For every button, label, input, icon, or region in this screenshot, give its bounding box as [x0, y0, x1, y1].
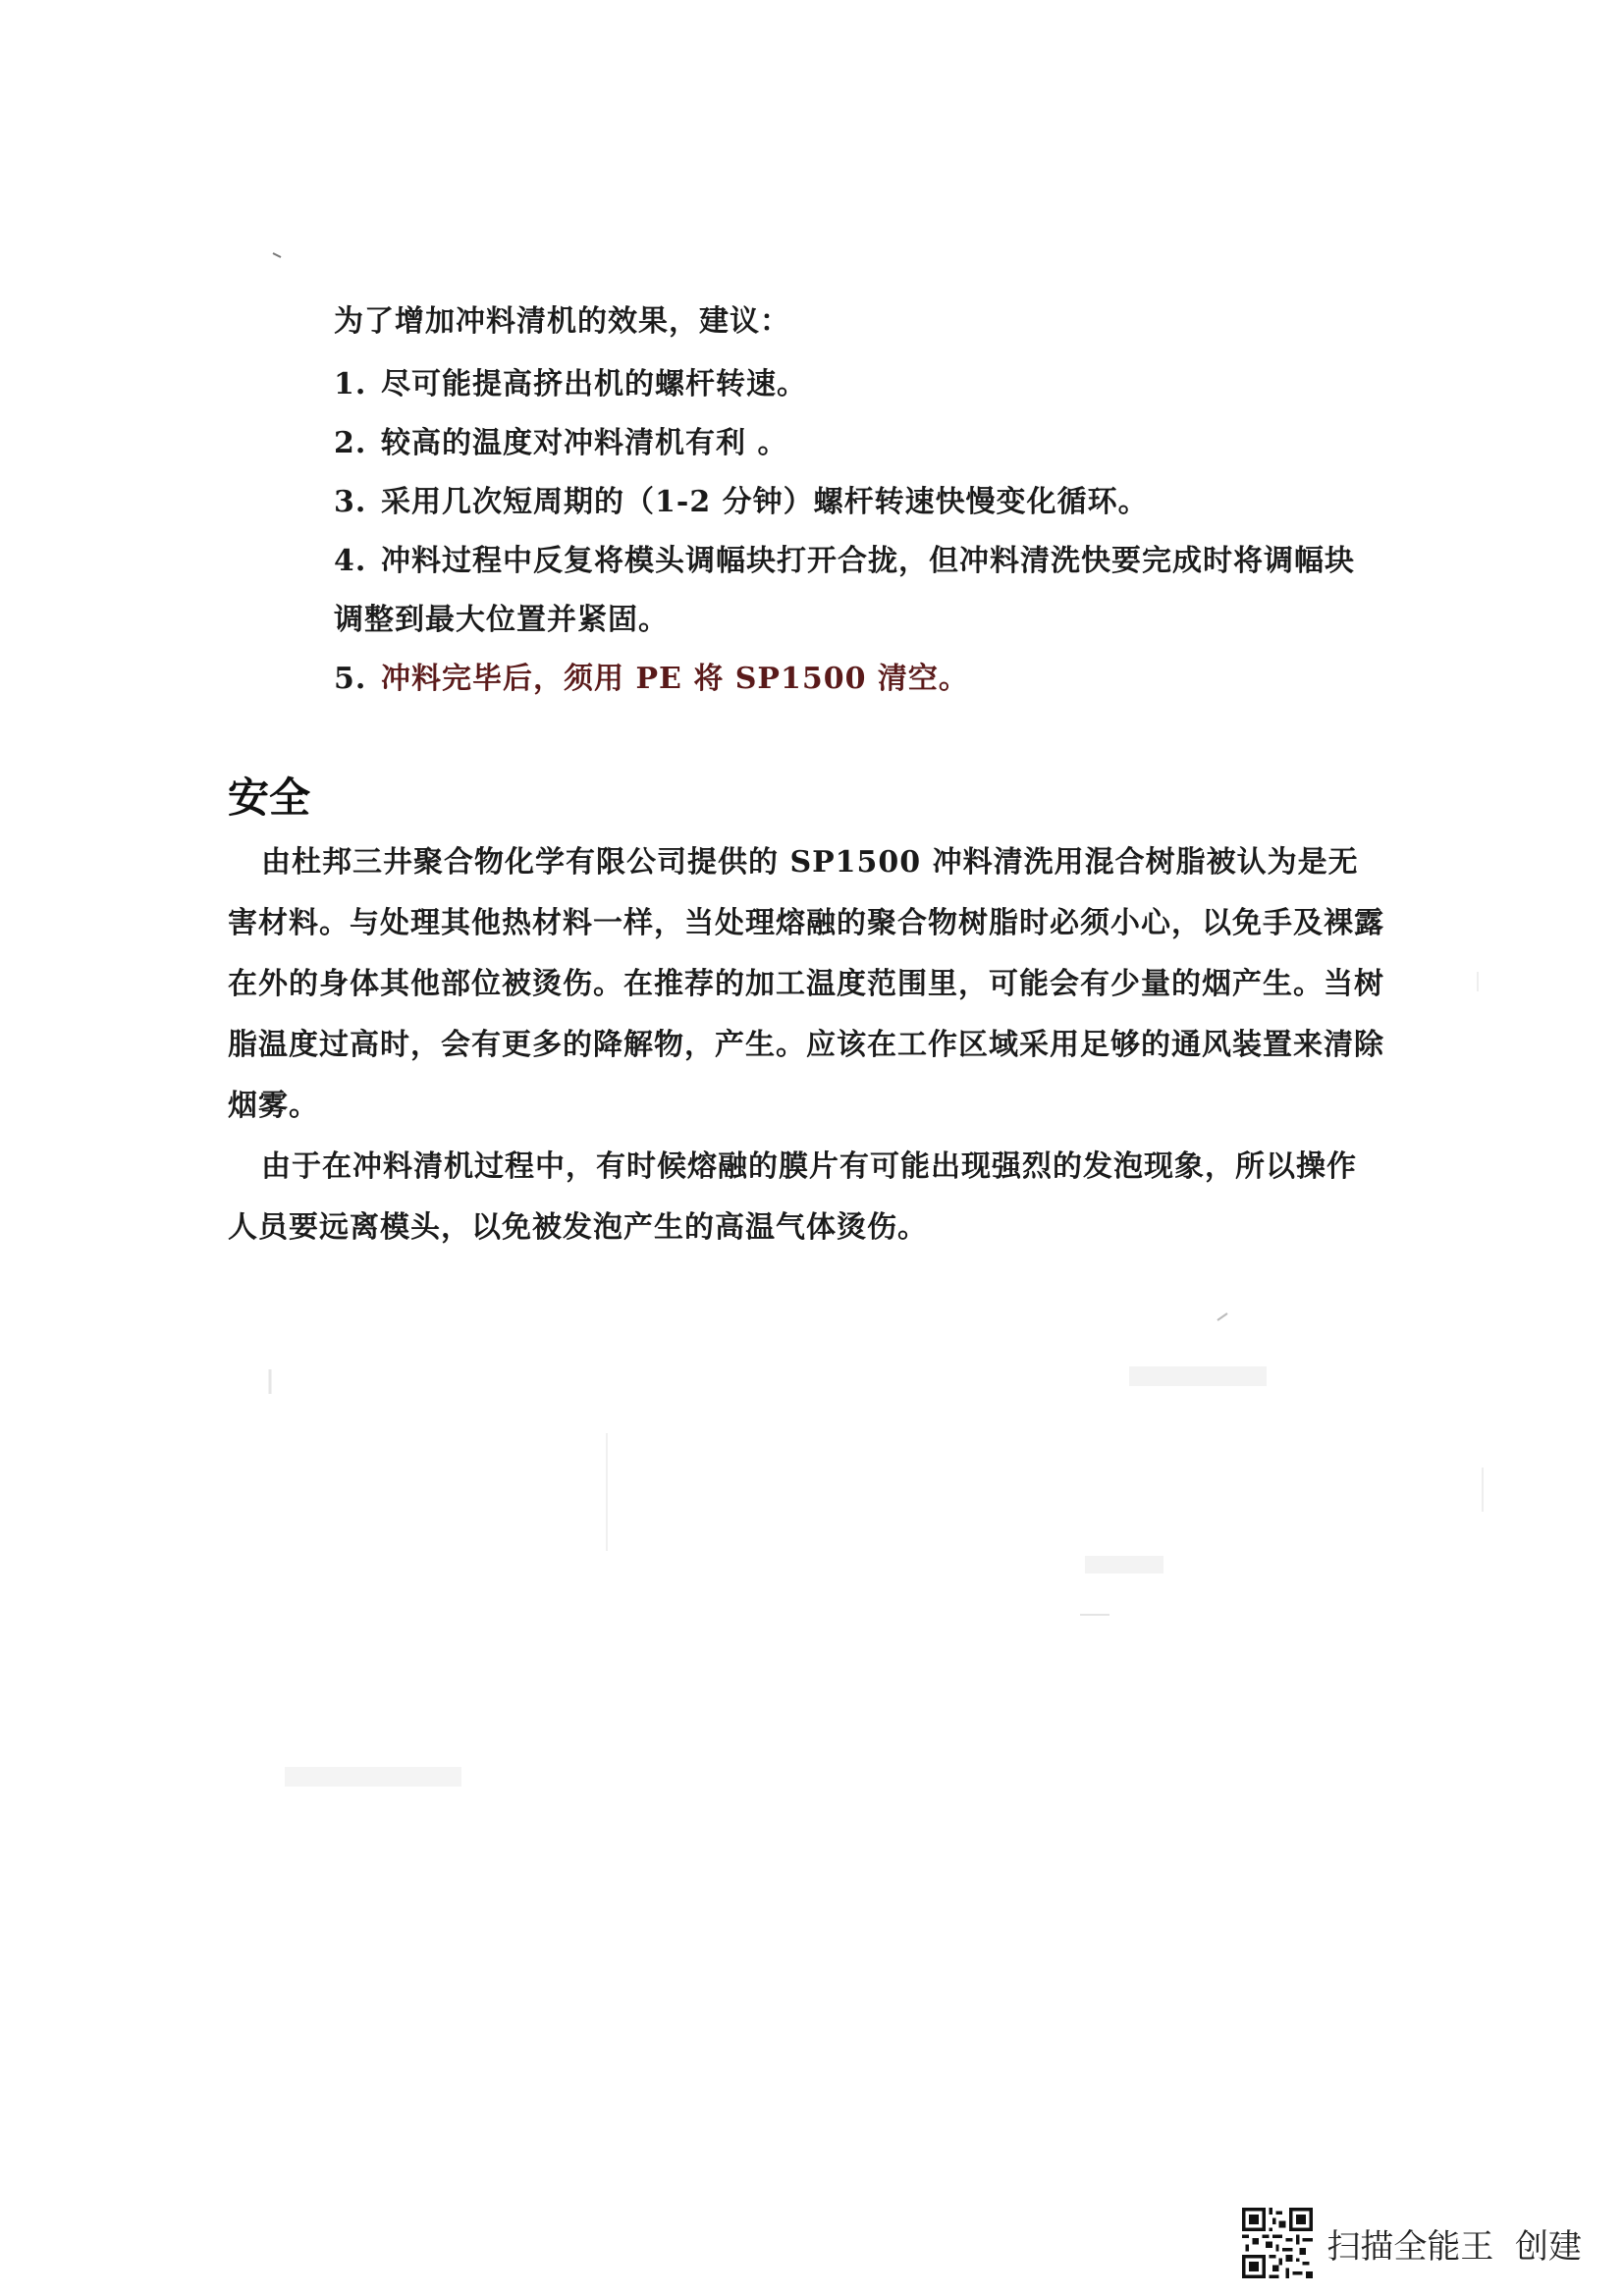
- list-item: [334, 532, 1375, 650]
- list-item-text: 采用几次短周期的（1-2 分钟）螺杆转速快慢变化循环。: [381, 485, 1149, 519]
- qr-code-icon: [1242, 2208, 1313, 2278]
- recommendation-list: [334, 355, 1375, 709]
- list-item: [334, 650, 1375, 709]
- list-item-text: 尽可能提高挤出机的螺杆转速。: [381, 367, 807, 401]
- safety-section: [228, 832, 1386, 1258]
- safety-paragraph: 由于在冲料清机过程中，有时候熔融的膜片有可能出现强烈的发泡现象，所以操作人员要远离模头，以免被发泡产生的高温气体烫伤。: [228, 1149, 1357, 1245]
- scanner-label: 扫描全能王 创建: [1326, 2226, 1582, 2267]
- list-item-number: 3.: [334, 485, 367, 519]
- list-item: [334, 473, 1375, 532]
- recommendation-intro: 为了增加冲料清机的效果，建议：: [334, 304, 790, 339]
- safety-heading: 安全: [228, 774, 311, 822]
- safety-paragraph: 由杜邦三井聚合物化学有限公司提供的 SP1500 冲料清洗用混合树脂被认为是无害材料。与处理其他热材料一样，当处理熔融的聚合物树脂时必须小心，以免手及裸露在外的身体其他部位被烫伤。在推荐的加工温度范围里，可能会有少量的烟产生。当树脂温度过高时，会有更多的降解物，产生。应该在工作区域采用足够的通风装置来清除烟雾。: [228, 845, 1384, 1123]
- list-item-text: 冲料过程中反复将模头调幅块打开合拢，但冲料清洗快要完成时将调幅块调整到最大位置并紧固。: [334, 544, 1355, 637]
- list-item-text: 冲料完毕后，须用 PE 将 SP1500 清空。: [381, 662, 969, 696]
- scanner-watermark: [1242, 2208, 1582, 2278]
- list-item-text: 较高的温度对冲料清机有利 。: [381, 426, 788, 460]
- list-item-number: 5.: [334, 662, 367, 696]
- list-item-number: 4.: [334, 544, 367, 578]
- list-item-number: 2.: [334, 426, 367, 460]
- list-item: [334, 355, 1375, 414]
- list-item: [334, 414, 1375, 473]
- list-item-number: 1.: [334, 367, 367, 401]
